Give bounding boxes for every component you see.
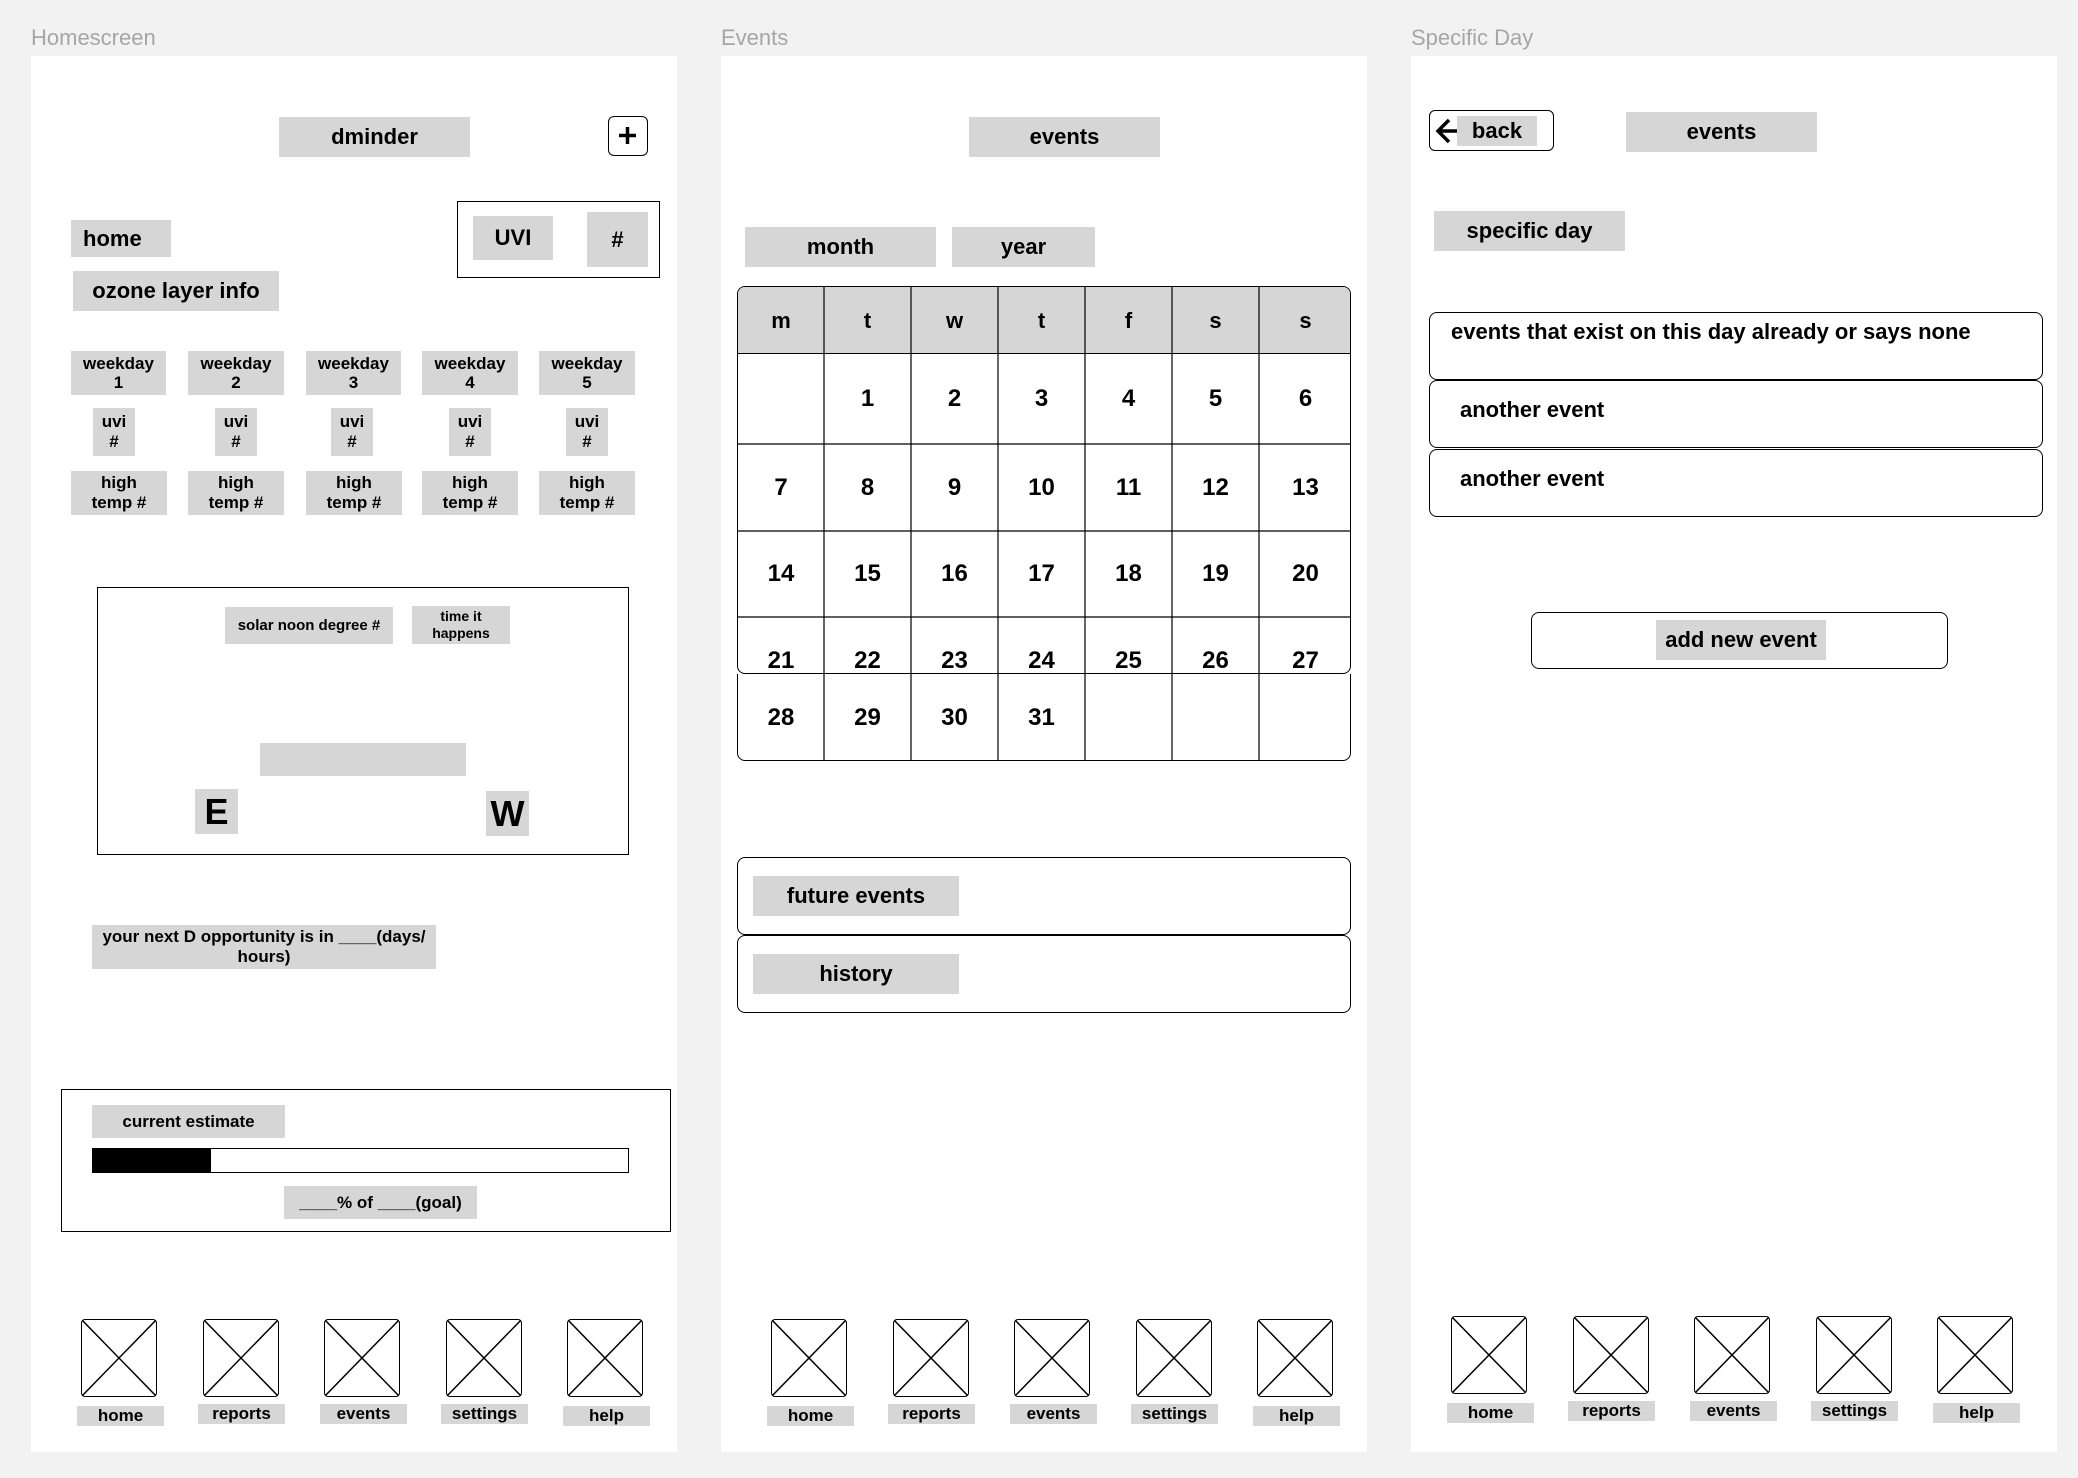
back-label: back: [1457, 116, 1537, 146]
calendar-day[interactable]: 4: [1121, 385, 1136, 412]
calendar-day[interactable]: 31: [1028, 703, 1055, 731]
solar-noon-panel: [97, 587, 629, 855]
calendar-day[interactable]: 27: [1292, 646, 1319, 674]
calendar-weekday: t: [1037, 307, 1046, 333]
calendar-weekday: s: [1209, 307, 1222, 333]
goal-percentage: ____% of ____(goal): [284, 1186, 477, 1219]
uvi-box: [457, 201, 660, 278]
forecast-uvi: uvi #: [331, 408, 373, 456]
specific-day-frame: [1411, 56, 2057, 1452]
nav-events-icon[interactable]: [1014, 1319, 1090, 1397]
year-button[interactable]: year: [952, 227, 1095, 267]
uvi-value: #: [587, 212, 648, 267]
history-label: history: [753, 954, 959, 994]
month-button[interactable]: month: [745, 227, 936, 267]
calendar-day: [1259, 674, 1352, 761]
nav-home-icon[interactable]: [771, 1319, 847, 1397]
plus-icon: [609, 117, 646, 154]
nav-settings-label[interactable]: settings: [441, 1404, 528, 1424]
calendar-day[interactable]: 23: [941, 646, 968, 674]
calendar-weekday: w: [945, 307, 964, 333]
forecast-day: weekday 4: [422, 351, 518, 395]
calendar-grid: [737, 286, 1351, 674]
calendar-day[interactable]: 16: [941, 560, 968, 587]
future-events-panel[interactable]: [737, 857, 1351, 935]
calendar-day[interactable]: 15: [854, 560, 881, 587]
calendar-day[interactable]: 29: [854, 703, 881, 731]
forecast-day: weekday 1: [71, 351, 166, 395]
event-item-label: events that exist on this day already or says none: [1451, 319, 1971, 344]
forecast-temp: high temp #: [71, 471, 167, 515]
specific-day-label: specific day: [1434, 211, 1625, 251]
sun-path-bar: [260, 743, 466, 776]
calendar-weekday: f: [1124, 307, 1133, 333]
calendar-day[interactable]: 24: [1028, 646, 1055, 674]
nav-home-icon[interactable]: [81, 1319, 157, 1397]
calendar-day[interactable]: 12: [1202, 473, 1229, 501]
calendar-day[interactable]: 5: [1208, 385, 1223, 412]
current-estimate-label: current estimate: [92, 1105, 285, 1138]
uvi-label: UVI: [473, 216, 553, 260]
calendar-last-row: [737, 674, 1351, 761]
forecast-uvi: uvi #: [93, 408, 135, 456]
nav-reports-label[interactable]: reports: [888, 1404, 975, 1424]
calendar-weekday: m: [771, 307, 791, 333]
ozone-layer-info[interactable]: ozone layer info: [73, 271, 279, 311]
solar-noon-degree: solar noon degree #: [225, 607, 393, 644]
event-item[interactable]: [1429, 449, 2043, 517]
event-item-label: another event: [1460, 397, 1605, 422]
calendar-day[interactable]: 30: [941, 703, 968, 731]
next-d-opportunity: your next D opportunity is in ____(days/ hours): [92, 925, 436, 969]
events-frame: [721, 56, 1367, 1452]
calendar-day: [1172, 674, 1259, 761]
calendar-day[interactable]: 14: [767, 560, 795, 587]
events-title: events: [969, 117, 1160, 157]
forecast-day: weekday 5: [539, 351, 635, 395]
history-panel[interactable]: [737, 935, 1351, 1013]
event-item[interactable]: [1429, 380, 2043, 448]
east-label: E: [195, 789, 238, 834]
nav-settings-icon[interactable]: [1816, 1316, 1892, 1394]
nav-home-label[interactable]: home: [1447, 1403, 1534, 1423]
forecast-day: weekday 3: [306, 351, 401, 395]
nav-settings-label[interactable]: settings: [1131, 1404, 1218, 1424]
nav-reports-icon[interactable]: [893, 1319, 969, 1397]
future-events-label: future events: [753, 876, 959, 916]
forecast-temp: high temp #: [306, 471, 402, 515]
nav-reports-icon[interactable]: [1573, 1316, 1649, 1394]
estimate-progress-bar: [92, 1148, 629, 1173]
calendar-day[interactable]: 25: [1115, 646, 1142, 674]
event-item[interactable]: [1429, 312, 2043, 380]
frame-label-homescreen: Homescreen: [31, 25, 156, 50]
nav-settings-icon[interactable]: [446, 1319, 522, 1397]
forecast-day: weekday 2: [188, 351, 284, 395]
homescreen-frame: [31, 56, 677, 1452]
calendar-weekday: s: [1299, 307, 1312, 333]
calendar-day: [1085, 674, 1172, 761]
nav-events-label[interactable]: events: [1690, 1401, 1777, 1421]
nav-help-icon[interactable]: [567, 1319, 643, 1397]
nav-home-label[interactable]: home: [77, 1406, 164, 1426]
nav-reports-label[interactable]: reports: [1568, 1401, 1655, 1421]
add-new-event-label: add new event: [1656, 620, 1826, 660]
frame-label-events: Events: [721, 25, 789, 50]
nav-help-icon[interactable]: [1937, 1316, 2013, 1394]
nav-events-label[interactable]: events: [1010, 1404, 1097, 1424]
frame-label-specific-day: Specific Day: [1411, 25, 1534, 50]
nav-help-icon[interactable]: [1257, 1319, 1333, 1397]
current-estimate-panel: [61, 1089, 671, 1232]
forecast-uvi: uvi #: [215, 408, 257, 456]
calendar-day[interactable]: 2: [947, 385, 962, 412]
forecast-temp: high temp #: [422, 471, 518, 515]
day-page-title: events: [1626, 112, 1817, 152]
calendar-day[interactable]: 11: [1115, 473, 1142, 501]
calendar-day[interactable]: 9: [947, 473, 962, 501]
nav-help-label[interactable]: help: [563, 1406, 650, 1426]
calendar-day[interactable]: 17: [1028, 560, 1055, 587]
calendar-day: [738, 354, 824, 444]
add-button[interactable]: [608, 116, 648, 156]
forecast-uvi: uvi #: [566, 408, 608, 456]
nav-events-icon[interactable]: [1694, 1316, 1770, 1394]
nav-settings-label[interactable]: settings: [1811, 1401, 1898, 1421]
app-title: dminder: [279, 117, 470, 157]
solar-noon-time: time it happens: [412, 606, 510, 644]
calendar-day[interactable]: 19: [1202, 560, 1229, 587]
nav-settings-icon[interactable]: [1136, 1319, 1212, 1397]
calendar-day[interactable]: 1: [860, 385, 875, 412]
nav-help-label[interactable]: help: [1933, 1403, 2020, 1423]
calendar-day[interactable]: 13: [1292, 473, 1319, 501]
calendar-day[interactable]: 7: [774, 473, 788, 501]
nav-home-label[interactable]: home: [767, 1406, 854, 1426]
home-label: home: [71, 220, 171, 257]
nav-help-label[interactable]: help: [1253, 1406, 1340, 1426]
forecast-temp: high temp #: [539, 471, 635, 515]
nav-events-icon[interactable]: [324, 1319, 400, 1397]
calendar-day[interactable]: 28: [767, 703, 795, 731]
calendar-day[interactable]: 18: [1115, 560, 1142, 587]
forecast-uvi: uvi #: [449, 408, 491, 456]
calendar-day[interactable]: 3: [1034, 385, 1049, 412]
calendar-day[interactable]: 22: [854, 646, 881, 674]
nav-reports-label[interactable]: reports: [198, 1404, 285, 1424]
west-label: W: [486, 791, 529, 836]
add-new-event-button[interactable]: [1531, 612, 1948, 669]
calendar-day[interactable]: 10: [1028, 473, 1055, 501]
nav-reports-icon[interactable]: [203, 1319, 279, 1397]
nav-home-icon[interactable]: [1451, 1316, 1527, 1394]
calendar-day[interactable]: 21: [767, 646, 795, 674]
calendar-day[interactable]: 8: [860, 473, 875, 501]
forecast-temp: high temp #: [188, 471, 284, 515]
calendar-weekday: t: [863, 307, 872, 333]
calendar-day[interactable]: 6: [1298, 385, 1313, 412]
nav-events-label[interactable]: events: [320, 1404, 407, 1424]
event-item-label: another event: [1460, 466, 1605, 491]
estimate-progress-fill: [93, 1149, 211, 1172]
calendar-day[interactable]: 20: [1292, 560, 1319, 587]
back-button[interactable]: [1429, 110, 1554, 151]
calendar-day[interactable]: 26: [1202, 646, 1229, 674]
